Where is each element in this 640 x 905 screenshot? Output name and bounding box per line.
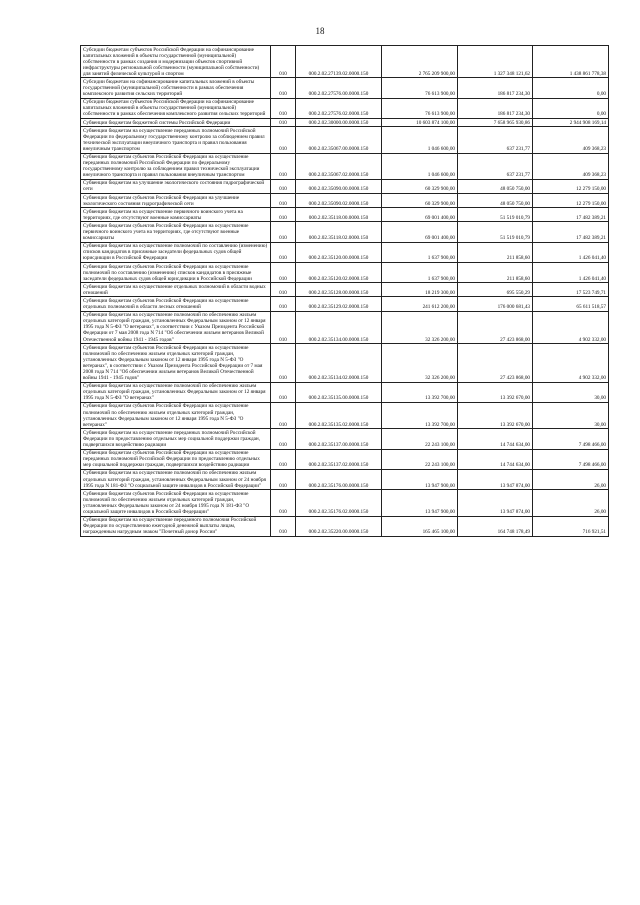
row-code: 010 [271, 490, 296, 516]
row-code: 010 [271, 402, 296, 428]
row-unexecuted-amount: 12 279 150,00 [533, 194, 609, 208]
row-code: 010 [271, 242, 296, 262]
table-row [81, 311, 609, 343]
row-name: Субвенции бюджетам на осуществление полномочий по составлению (изменению) списков кандидатов в присяжные заседатели федеральных судов общей юрисдикции в Российской Федерации [81, 242, 271, 262]
table-row [81, 382, 609, 402]
table-row [81, 222, 609, 242]
row-name: Субвенции бюджетам субъектов Российской Федерации на осуществление переданных полномочий Российской Федерации по предоставлению отдельных мер социальной поддержки граждан, подвергшихся воздействию радиации [81, 449, 271, 469]
row-budget-code: 000.2.02.27576.00.0000.150 [296, 78, 382, 98]
row-approved-amount: 18 219 300,00 [382, 283, 458, 297]
row-name: Субвенции бюджетам на осуществление переданных полномочий Российской Федерации по предоставлению отдельных мер социальной поддержки граждан, подвергшихся воздействию радиации [81, 429, 271, 449]
row-code: 010 [271, 469, 296, 489]
row-budget-code: 000.2.02.35134.02.0000.150 [296, 344, 382, 383]
row-unexecuted-amount: 716 921,51 [533, 516, 609, 536]
row-budget-code: 000.2.02.35135.02.0000.150 [296, 402, 382, 428]
budget-revenue-table [80, 45, 609, 537]
row-executed-amount: 48 050 750,00 [458, 194, 533, 208]
row-code: 010 [271, 208, 296, 222]
row-budget-code: 000.2.02.35137.02.0000.150 [296, 449, 382, 469]
row-executed-amount: 176 000 681,43 [458, 297, 533, 311]
row-budget-code: 000.2.02.35128.00.0000.150 [296, 283, 382, 297]
row-approved-amount: 165 465 100,00 [382, 516, 458, 536]
row-executed-amount: 186 817 234,30 [458, 78, 533, 98]
row-unexecuted-amount: 7 498 466,00 [533, 429, 609, 449]
page-number: 18 [315, 26, 325, 36]
row-approved-amount: 2 765 209 900,00 [382, 46, 458, 78]
row-approved-amount: 1 637 900,00 [382, 242, 458, 262]
row-unexecuted-amount: 30,00 [533, 382, 609, 402]
row-unexecuted-amount: 12 279 150,00 [533, 179, 609, 193]
table-row [81, 516, 609, 536]
row-executed-amount: 1 327 348 121,62 [458, 46, 533, 78]
row-unexecuted-amount: 1 426 041,40 [533, 263, 609, 283]
row-executed-amount: 7 658 965 930,86 [458, 119, 533, 127]
row-unexecuted-amount: 2 944 908 169,14 [533, 119, 609, 127]
row-executed-amount: 51 519 010,79 [458, 222, 533, 242]
row-approved-amount: 32 326 200,00 [382, 311, 458, 343]
row-name: Субвенции бюджетам субъектов Российской Федерации на осуществление первичного воинского учета на территориях, где отсутствуют военные комиссариаты [81, 222, 271, 242]
row-name: Субвенции бюджетам на осуществление полномочий по обеспечению жильем отдельных категорий граждан, установленных Федеральным законом от 12 января 1995 года N 5-ФЗ "О ветеранах" [81, 382, 271, 402]
row-unexecuted-amount: 17 482 389,21 [533, 208, 609, 222]
row-unexecuted-amount: 4 902 332,00 [533, 344, 609, 383]
table-row [81, 153, 609, 179]
row-approved-amount: 76 613 900,00 [382, 78, 458, 98]
row-unexecuted-amount: 409 368,23 [533, 153, 609, 179]
row-unexecuted-amount: 26,00 [533, 490, 609, 516]
row-executed-amount: 27 423 868,00 [458, 311, 533, 343]
row-name: Субвенции бюджетам на улучшение экологического состояния гидрографической сети [81, 179, 271, 193]
row-name: Субвенции бюджетам на осуществление полномочий по обеспечению жильем отдельных категорий граждан, установленных Федеральным законом от 24 ноября 1995 года N 181-ФЗ "О социальной защите инвалидов в Российской Федерации" [81, 469, 271, 489]
row-executed-amount: 13 392 670,00 [458, 402, 533, 428]
row-executed-amount: 13 947 874,00 [458, 469, 533, 489]
row-budget-code: 000.2.02.30000.00.0000.150 [296, 119, 382, 127]
row-executed-amount: 637 231,77 [458, 127, 533, 153]
row-approved-amount: 13 392 700,00 [382, 382, 458, 402]
row-budget-code: 000.2.02.35134.00.0000.150 [296, 311, 382, 343]
row-executed-amount: 13 392 670,00 [458, 382, 533, 402]
table-row [81, 490, 609, 516]
row-code: 010 [271, 382, 296, 402]
row-executed-amount: 48 050 750,00 [458, 179, 533, 193]
row-budget-code: 000.2.02.35120.02.0000.150 [296, 263, 382, 283]
row-executed-amount: 164 748 178,49 [458, 516, 533, 536]
table-body [81, 46, 609, 537]
table-row [81, 78, 609, 98]
row-budget-code: 000.2.02.35176.02.0000.150 [296, 490, 382, 516]
row-code: 010 [271, 194, 296, 208]
row-name: Субвенции бюджетам на осуществление переданного полномочия Российской Федерации по осуществлению ежегодной денежной выплаты лицам, награжденным нагрудным знаком "Почетный донор России" [81, 516, 271, 536]
row-approved-amount: 22 243 100,00 [382, 429, 458, 449]
row-approved-amount: 1 637 900,00 [382, 263, 458, 283]
row-budget-code: 000.2.02.35137.00.0000.150 [296, 429, 382, 449]
row-name: Субвенции бюджетам на осуществление переданных полномочий Российской Федерации по федеральному государственному контролю за соблюдением правил технической эксплуатации внеуличного транспорта и правил пользования внеуличным транспортом [81, 127, 271, 153]
row-executed-amount: 211 858,60 [458, 242, 533, 262]
table-row [81, 283, 609, 297]
row-code: 010 [271, 344, 296, 383]
row-approved-amount: 60 329 900,00 [382, 194, 458, 208]
row-name: Субвенции бюджетам субъектов Российской Федерации на осуществление полномочий по обеспечению жильем отдельных категорий граждан, установленных Федеральным законом от 12 января 1995 года N 5-ФЗ "О ветеранах", в соответствии с Указом Президента Российской Федерации от 7 мая 2008 года N 714 "Об обеспечении жильем ветеранов Великой Отечественной войны 1941 - 1945 годов" [81, 344, 271, 383]
row-approved-amount: 76 613 900,00 [382, 98, 458, 118]
row-code: 010 [271, 263, 296, 283]
row-name: Субвенции бюджетам на осуществление первичного воинского учета на территориях, где отсутствуют военные комиссариаты [81, 208, 271, 222]
row-approved-amount: 13 392 700,00 [382, 402, 458, 428]
row-name: Субвенции бюджетам на осуществление полномочий по обеспечению жильем отдельных категорий граждан, установленных Федеральным законом от 12 января 1995 года N 5-ФЗ "О ветеранах", в соответствии с Указом Президента Российской Федерации от 7 мая 2008 года N 714 "Об обеспечении жильем ветеранов Великой Отечественной войны 1941 - 1945 годов" [81, 311, 271, 343]
row-unexecuted-amount: 65 611 518,57 [533, 297, 609, 311]
table-row [81, 242, 609, 262]
row-unexecuted-amount: 409 368,23 [533, 127, 609, 153]
row-code: 010 [271, 222, 296, 242]
table-row [81, 179, 609, 193]
row-unexecuted-amount: 4 902 332,00 [533, 311, 609, 343]
row-executed-amount: 211 858,60 [458, 263, 533, 283]
row-budget-code: 000.2.02.35176.00.0000.150 [296, 469, 382, 489]
row-approved-amount: 13 947 900,00 [382, 490, 458, 516]
row-approved-amount: 69 001 400,00 [382, 208, 458, 222]
row-executed-amount: 13 947 874,00 [458, 490, 533, 516]
row-unexecuted-amount: 30,00 [533, 402, 609, 428]
row-approved-amount: 10 603 874 100,00 [382, 119, 458, 127]
row-code: 010 [271, 449, 296, 469]
row-code: 010 [271, 127, 296, 153]
row-code: 010 [271, 311, 296, 343]
row-name: Субвенции бюджетам субъектов Российской Федерации на осуществление отдельных полномочий в области лесных отношений [81, 297, 271, 311]
row-unexecuted-amount: 0,00 [533, 78, 609, 98]
table-row [81, 297, 609, 311]
row-name: Субвенции бюджетам бюджетной системы Российской Федерации [81, 119, 271, 127]
table-row [81, 344, 609, 383]
row-unexecuted-amount: 0,00 [533, 98, 609, 118]
row-approved-amount: 1 046 600,00 [382, 153, 458, 179]
row-budget-code: 000.2.02.27576.02.0000.150 [296, 98, 382, 118]
row-unexecuted-amount: 26,00 [533, 469, 609, 489]
row-budget-code: 000.2.02.35129.02.0000.150 [296, 297, 382, 311]
row-budget-code: 000.2.02.35220.00.0000.150 [296, 516, 382, 536]
row-approved-amount: 1 046 600,00 [382, 127, 458, 153]
table-row [81, 469, 609, 489]
row-approved-amount: 13 947 900,00 [382, 469, 458, 489]
row-name: Субвенции бюджетам субъектов Российской Федерации на осуществление полномочий по составлению (изменению) списков кандидатов в присяжные заседатели федеральных судов общей юрисдикции в Российской Федерации [81, 263, 271, 283]
row-name: Субвенции бюджетам субъектов Российской Федерации на осуществление полномочий по обеспечению жильем отдельных категорий граждан, установленных Федеральным законом от 12 января 1995 года N 5-ФЗ "О ветеранах" [81, 402, 271, 428]
row-unexecuted-amount: 17 523 749,71 [533, 283, 609, 297]
row-executed-amount: 51 519 010,79 [458, 208, 533, 222]
row-unexecuted-amount: 7 498 466,00 [533, 449, 609, 469]
row-code: 010 [271, 78, 296, 98]
row-approved-amount: 60 329 900,00 [382, 179, 458, 193]
row-budget-code: 000.2.02.35118.00.0000.150 [296, 208, 382, 222]
row-code: 010 [271, 153, 296, 179]
row-budget-code: 000.2.02.35135.00.0000.150 [296, 382, 382, 402]
row-unexecuted-amount: 1 426 041,40 [533, 242, 609, 262]
row-budget-code: 000.2.02.35067.00.0000.150 [296, 127, 382, 153]
row-unexecuted-amount: 1 438 861 778,38 [533, 46, 609, 78]
row-code: 010 [271, 516, 296, 536]
row-name: Субсидии бюджетам на софинансирование капитальных вложений в объекты государственной (муниципальной) собственности в рамках обеспечения комплексного развития сельских территорий [81, 78, 271, 98]
row-approved-amount: 32 326 200,00 [382, 344, 458, 383]
row-name: Субвенции бюджетам субъектов Российской Федерации на осуществление переданных полномочий Российской Федерации по федеральному государственному контролю за соблюдением правил технической эксплуатации внеуличного транспорта и правил пользования внеуличным транспортом [81, 153, 271, 179]
table-row [81, 119, 609, 127]
row-approved-amount: 69 001 400,00 [382, 222, 458, 242]
table-row [81, 98, 609, 118]
row-code: 010 [271, 297, 296, 311]
table-row [81, 127, 609, 153]
table-row [81, 449, 609, 469]
row-executed-amount: 14 744 634,00 [458, 429, 533, 449]
row-budget-code: 000.2.02.35090.02.0000.150 [296, 194, 382, 208]
row-name: Субвенции бюджетам субъектов Российской Федерации на улучшение экологического состояния гидрографической сети [81, 194, 271, 208]
table-row [81, 402, 609, 428]
row-name: Субвенции бюджетам субъектов Российской Федерации на осуществление полномочий по обеспечению жильем отдельных категорий граждан, установленных Федеральным законом от 24 ноября 1995 года N 181-ФЗ "О социальной защите инвалидов в Российской Федерации" [81, 490, 271, 516]
row-code: 010 [271, 46, 296, 78]
row-code: 010 [271, 179, 296, 193]
row-approved-amount: 22 243 100,00 [382, 449, 458, 469]
table-row [81, 429, 609, 449]
row-name: Субсидии бюджетам субъектов Российской Федерации на софинансирование капитальных вложений в объекты государственной (муниципальной) собственности в рамках обеспечения комплексного развития сельских территорий [81, 98, 271, 118]
row-executed-amount: 27 423 868,00 [458, 344, 533, 383]
row-executed-amount: 14 744 634,00 [458, 449, 533, 469]
row-approved-amount: 241 612 200,00 [382, 297, 458, 311]
table-row [81, 263, 609, 283]
row-name: Субсидии бюджетам субъектов Российской Федерации на софинансирование капитальных вложений в объекты государственной (муниципальной) собственности в рамках создания и модернизации объектов спортивной инфраструктуры региональной собственности (муниципальной собственности) для занятий физической культурой и спортом [81, 46, 271, 78]
row-executed-amount: 186 817 234,30 [458, 98, 533, 118]
row-name: Субвенции бюджетам на осуществление отдельных полномочий в области водных отношений [81, 283, 271, 297]
row-code: 010 [271, 98, 296, 118]
row-code: 010 [271, 429, 296, 449]
row-unexecuted-amount: 17 482 389,21 [533, 222, 609, 242]
row-budget-code: 000.2.02.35067.02.0000.150 [296, 153, 382, 179]
table-row [81, 208, 609, 222]
row-executed-amount: 695 550,29 [458, 283, 533, 297]
table-row [81, 194, 609, 208]
row-executed-amount: 637 231,77 [458, 153, 533, 179]
row-code: 010 [271, 119, 296, 127]
row-budget-code: 000.2.02.35120.00.0000.150 [296, 242, 382, 262]
row-code: 010 [271, 283, 296, 297]
table-row [81, 46, 609, 78]
row-budget-code: 000.2.02.35118.02.0000.150 [296, 222, 382, 242]
row-budget-code: 000.2.02.35090.00.0000.150 [296, 179, 382, 193]
row-budget-code: 000.2.02.27139.02.0000.150 [296, 46, 382, 78]
